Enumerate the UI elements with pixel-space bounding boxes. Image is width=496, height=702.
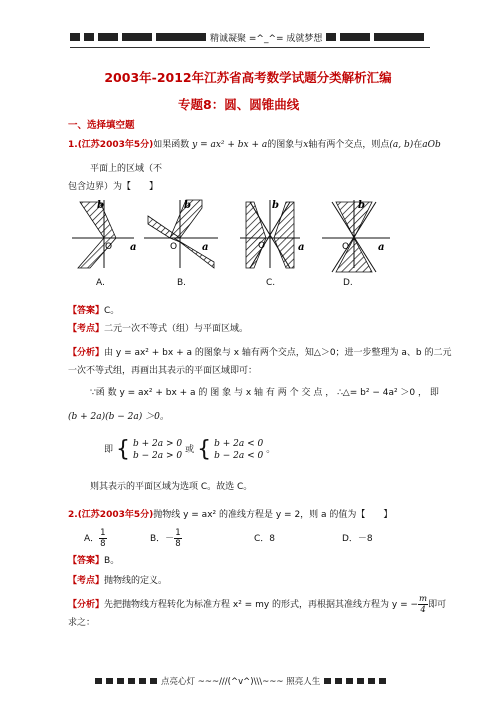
ineq: b − 2a > 0 [133,451,183,461]
footer-decoration [150,678,157,684]
graph-a-origin: O [105,242,113,252]
q2-option-d: D．－8 [342,534,373,544]
footer-text: 点亮心灯 ~~~///(^v^)\\\~~~ 照亮人生 [161,677,321,687]
option-b-label: B. [177,278,187,288]
q2-analysis-1 [68,594,446,615]
brace-icon: { [197,437,212,462]
q2-option-a [84,528,107,549]
header-decoration [70,33,80,41]
q1-x: x [303,140,309,150]
answer-value: C。 [104,306,120,316]
denominator: 8 [100,539,106,549]
q2-number: 2. [68,510,78,520]
graph-c-origin: O [258,241,266,251]
graph-b-b-label: b [184,200,191,211]
page-header [70,30,430,44]
ji-text: 即 [104,445,114,455]
q1-system [104,438,275,462]
q1-text: 的图象与 [267,140,304,150]
footer-decoration [106,678,113,684]
header-decoration [156,33,206,41]
q1-function: y = ax² + bx + a [192,140,268,150]
q2-option-c: C．8 [254,534,276,544]
q1-stem [68,138,441,152]
q2-source: (江苏2003年5分) [77,510,154,520]
or-text: 或 [185,445,195,455]
page-subtitle: 专题8：圆、圆锥曲线 [178,97,300,112]
q1-analysis-4: (b + 2a)(b − 2a) ＞0。 [68,412,169,422]
key-point-label: 【考点】 [68,576,105,586]
analysis-label: 【分析】 [68,599,105,610]
analysis-text: 由 y = ax² + bx + a 的图象与 x 轴有两个交点，知△＞0；进一步整理为 a、b 的二元 [104,348,452,358]
q2-key-point [68,574,167,588]
q1-point: (a, b) [389,140,414,150]
q1-source: (江苏2003年5分) [77,140,154,150]
footer-decoration [357,678,364,684]
numerator: 1 [175,528,181,538]
numerator: m [419,594,428,604]
q1-option-graphs [60,196,400,274]
q1-analysis-1 [68,346,452,360]
q1-plane: aOb [422,140,441,150]
header-decoration [98,33,118,41]
graph-b-origin: O [170,242,178,252]
graph-c [240,200,304,268]
graph-c-a-label: a [298,242,305,253]
footer-decoration [139,678,146,684]
ineq: b + 2a > 0 [133,439,183,449]
fraction [418,594,428,615]
numerator: 1 [100,528,106,538]
footer-decoration [368,678,375,684]
header-rule [70,47,430,48]
option-d-label: D. [343,278,353,288]
q1-conclusion: 则其表示的平面区域为选项 C。故选 C。 [90,482,253,492]
q1-line2: 平面上的区域（不 [90,164,163,174]
page-footer [95,675,425,687]
option-c-label: C. [266,278,276,288]
header-decoration [84,33,94,41]
graph-d [322,200,390,272]
graph-d-b-label: b [358,200,365,211]
graph-c-b-label: b [272,200,279,211]
footer-decoration [128,678,135,684]
graph-a [72,200,136,268]
header-text: 精诚凝聚 =^_^= 成就梦想 [210,33,323,44]
system-2 [214,438,263,462]
ineq: b + 2a < 0 [214,439,264,449]
q2-stem [68,508,392,522]
answer-label: 【答案】 [68,556,105,566]
option-label: A． [84,533,100,544]
q2-answer [68,554,119,568]
denominator: 8 [175,539,181,549]
header-decoration [326,33,336,41]
q1-text: 如果函数 [153,140,190,150]
footer-decoration [324,678,331,684]
footer-decoration [379,678,386,684]
header-decoration [122,33,152,41]
graph-d-a-label: a [378,242,385,253]
fraction [99,528,106,549]
analysis-label: 【分析】 [68,348,105,358]
graph-a-a-label: a [130,242,137,253]
key-point-label: 【考点】 [68,324,105,334]
option-a-label: A. [96,278,105,288]
brace-icon: { [116,437,131,462]
q2-analysis-2: 求之： [68,618,96,628]
q1-number: 1. [68,140,78,150]
graph-b-a-label: a [202,242,209,253]
answer-label: 【答案】 [68,306,105,316]
footer-decoration [95,678,102,684]
graph-a-b-label: b [97,200,104,211]
q1-analysis-2: 一次不等式组，再画出其表示的平面区域即可： [68,366,258,376]
footer-decoration [117,678,124,684]
end-punct: 。 [266,445,276,455]
graph-d-origin: O [342,242,350,252]
fraction [174,528,181,549]
header-decoration [374,33,424,41]
q1-text: 在 [413,140,423,150]
q1-analysis-3: ∵函 数 y = ax² + bx + a 的 图 象 与 x 轴 有 两 个 交 点 ， ∴△= b² − 4a² ＞0 ， 即 [90,388,439,398]
q2-option-b [150,528,182,549]
footer-decoration [335,678,342,684]
q1-answer [68,304,119,318]
section-heading: 一、选择填空题 [68,120,135,131]
q2-text: 抛物线 y = ax² 的准线方程是 y = 2，则 a 的值为【 】 [153,510,393,520]
header-decoration [340,33,370,41]
footer-decoration [346,678,353,684]
q1-key-point [68,322,248,336]
denominator: 4 [420,605,426,615]
page-title: 2003年-2012年江苏省高考数学试题分类解析汇编 [104,70,392,85]
answer-value: B。 [104,556,120,566]
key-point-text: 二元一次不等式（组）与平面区域。 [104,324,249,334]
analysis-text: 即可 [428,599,447,610]
ineq: b − 2a < 0 [214,451,264,461]
q1-line3: 包含边界）为【 】 [68,182,159,192]
analysis-text: 先把抛物线方程转化为标准方程 x² = my 的形式，再根据其准线方程为 y = − [104,599,419,610]
key-point-text: 抛物线的定义。 [104,576,168,586]
graph-b [144,200,218,268]
option-label: B．－ [150,533,175,544]
q1-text: 轴有两个交点，则点 [308,140,390,150]
system-1 [133,438,182,462]
